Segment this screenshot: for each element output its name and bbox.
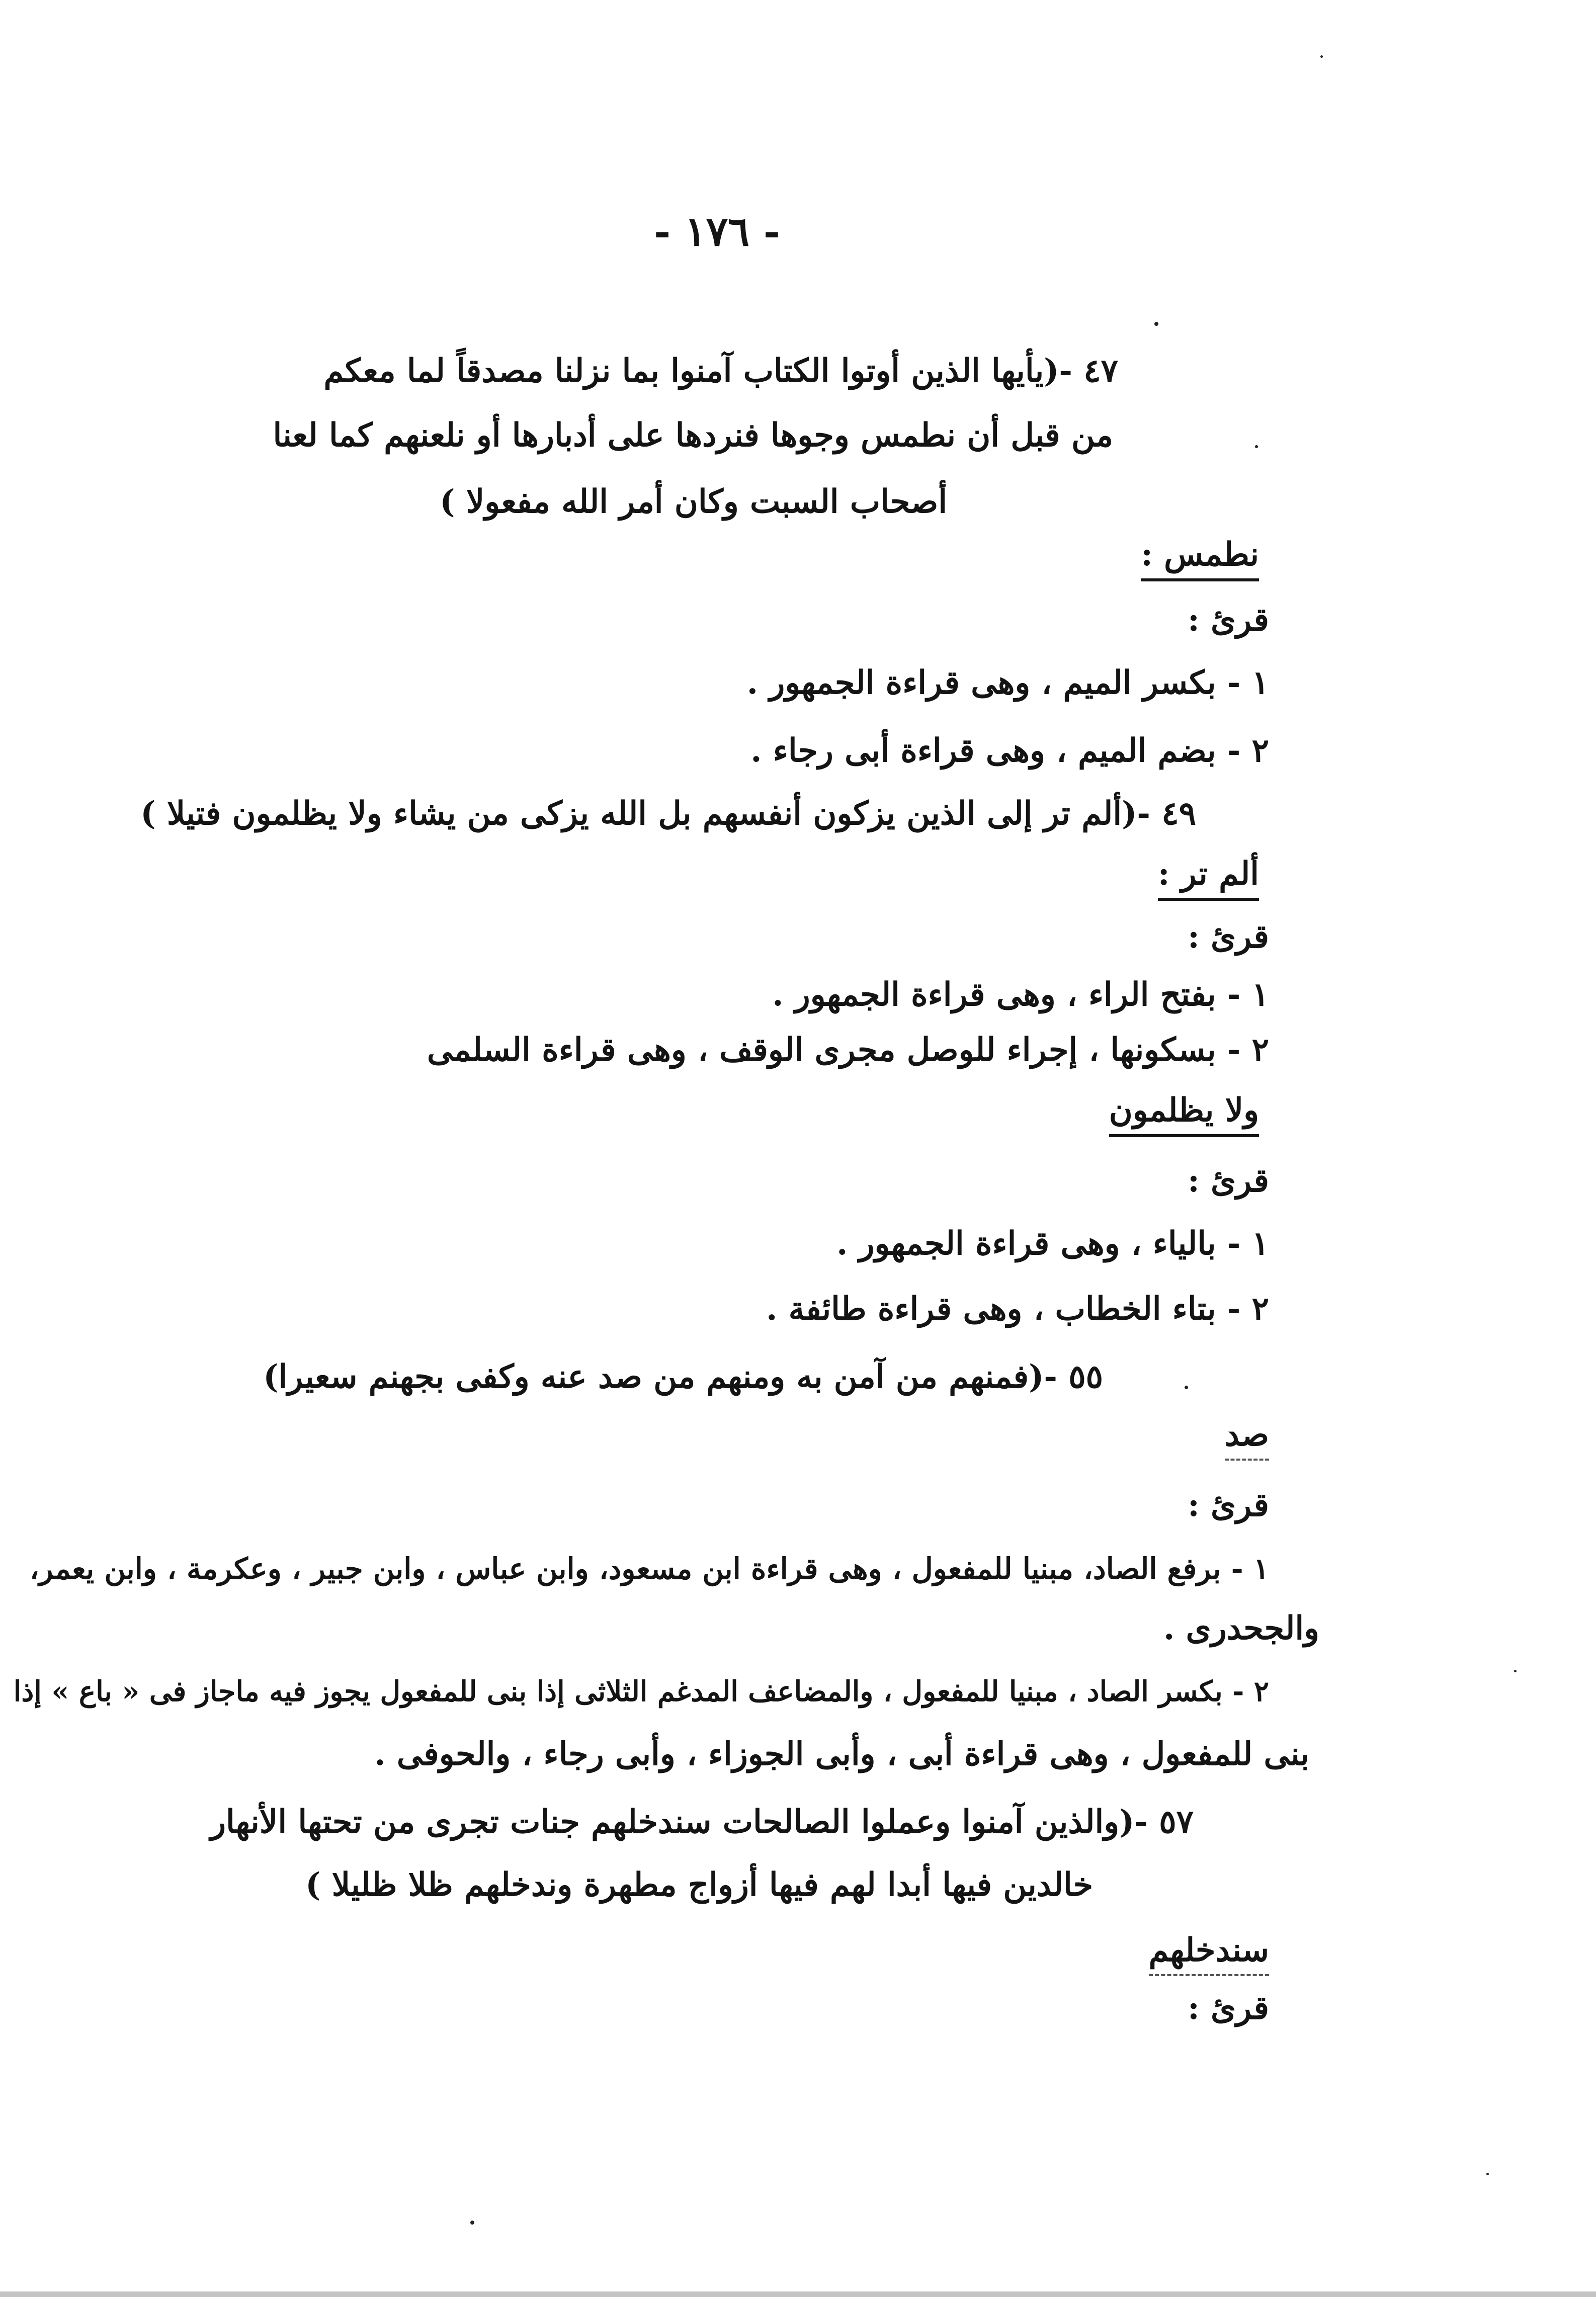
verse-57-line-2: خالدين فيها أبدا لهم فيها أزواج مطهرة وندخلهم ظلا ظليلا ) xyxy=(305,1866,1093,1904)
reading-wala-yuzlamun-2: ٢ - بتاء الخطاب ، وهى قراءة طائفة . xyxy=(766,1290,1269,1328)
reading-alam-tara-2: ٢ - بسكونها ، إجراء للوصل مجرى الوقف ، وهى قراءة السلمى xyxy=(427,1031,1269,1069)
reading-sadda-1: ١ - برفع الصاد، مبنيا للمفعول ، وهى قراءة ابن مسعود، وابن عباس ، وابن جبير ، وعكرمة ، وابن يعمر، xyxy=(29,1552,1269,1586)
page-number: - ١٧٦ - xyxy=(654,208,781,255)
entry-qurie-natmis: قرئ : xyxy=(1188,601,1269,639)
verse-47-line-2: من قبل أن نطمس وجوها فنردها على أدبارها أو نلعنهم كما لعنا xyxy=(273,416,1113,454)
scan-speck xyxy=(1486,2173,1489,2175)
reading-sadda-2: ٢ - بكسر الصاد ، مبنيا للمفعول ، والمضاعف المدغم الثلاثى إذا بنى للمفعول يجوز فيه ماجاز فى « باع » إذا xyxy=(13,1675,1269,1708)
reading-sadda-2-cont: بنى للمفعول ، وهى قراءة أبى ، وأبى الجوزاء ، وأبى رجاء ، والحوفى . xyxy=(374,1735,1309,1773)
scan-speck xyxy=(1185,1386,1188,1389)
entry-qurie-wala-yuzlamun: قرئ : xyxy=(1188,1162,1269,1200)
entry-qurie-sadda: قرئ : xyxy=(1188,1486,1269,1524)
verse-47-line-1: ٤٧ -(يأيها الذين أوتوا الكتاب آمنوا بما نزلنا مصدقاً لما معكم xyxy=(323,352,1118,390)
entry-heading-wala-yuzlamun: ولا يظلمون xyxy=(1109,1091,1259,1137)
verse-55-line-1: ٥٥ -(فمنهم من آمن به ومنهم من صد عنه وكفى بجهنم سعيرا) xyxy=(263,1358,1103,1396)
reading-sadda-1-cont: والجحدرى . xyxy=(1163,1609,1319,1647)
entry-qurie-sanudkhiluhum: قرئ : xyxy=(1188,1989,1269,2027)
reading-natmis-1: ١ - بكسر الميم ، وهى قراءة الجمهور . xyxy=(746,664,1269,702)
entry-heading-sanudkhiluhum: سندخلهم xyxy=(1149,1931,1269,1976)
reading-wala-yuzlamun-1: ١ - بالياء ، وهى قراءة الجمهور . xyxy=(836,1225,1269,1262)
verse-49-line-1: ٤٩ -(ألم تر إلى الذين يزكون أنفسهم بل الله يزكى من يشاء ولا يظلمون فتيلا ) xyxy=(140,795,1196,832)
verse-57-line-1: ٥٧ -(والذين آمنوا وعملوا الصالحات سندخلهم جنات تجرى من تحتها الأنهار xyxy=(210,1803,1194,1841)
verse-47-line-3: أصحاب السبت وكان أمر الله مفعولا ) xyxy=(440,483,947,521)
reading-natmis-2: ٢ - بضم الميم ، وهى قراءة أبى رجاء . xyxy=(750,732,1269,770)
reading-alam-tara-1: ١ - بفتح الراء ، وهى قراءة الجمهور . xyxy=(772,976,1269,1013)
scan-bottom-edge xyxy=(0,2291,1596,2297)
entry-qurie-alam-tara: قرئ : xyxy=(1188,918,1269,956)
scan-speck xyxy=(1514,1670,1517,1672)
scan-speck xyxy=(1255,445,1258,448)
entry-heading-alam-tara: ألم تر : xyxy=(1158,855,1259,901)
scan-speck xyxy=(470,2221,474,2225)
entry-heading-natmis: نطمس : xyxy=(1141,536,1259,581)
scan-speck xyxy=(1154,322,1158,326)
entry-heading-sadda: صد xyxy=(1225,1416,1269,1461)
scan-speck xyxy=(1320,55,1323,58)
